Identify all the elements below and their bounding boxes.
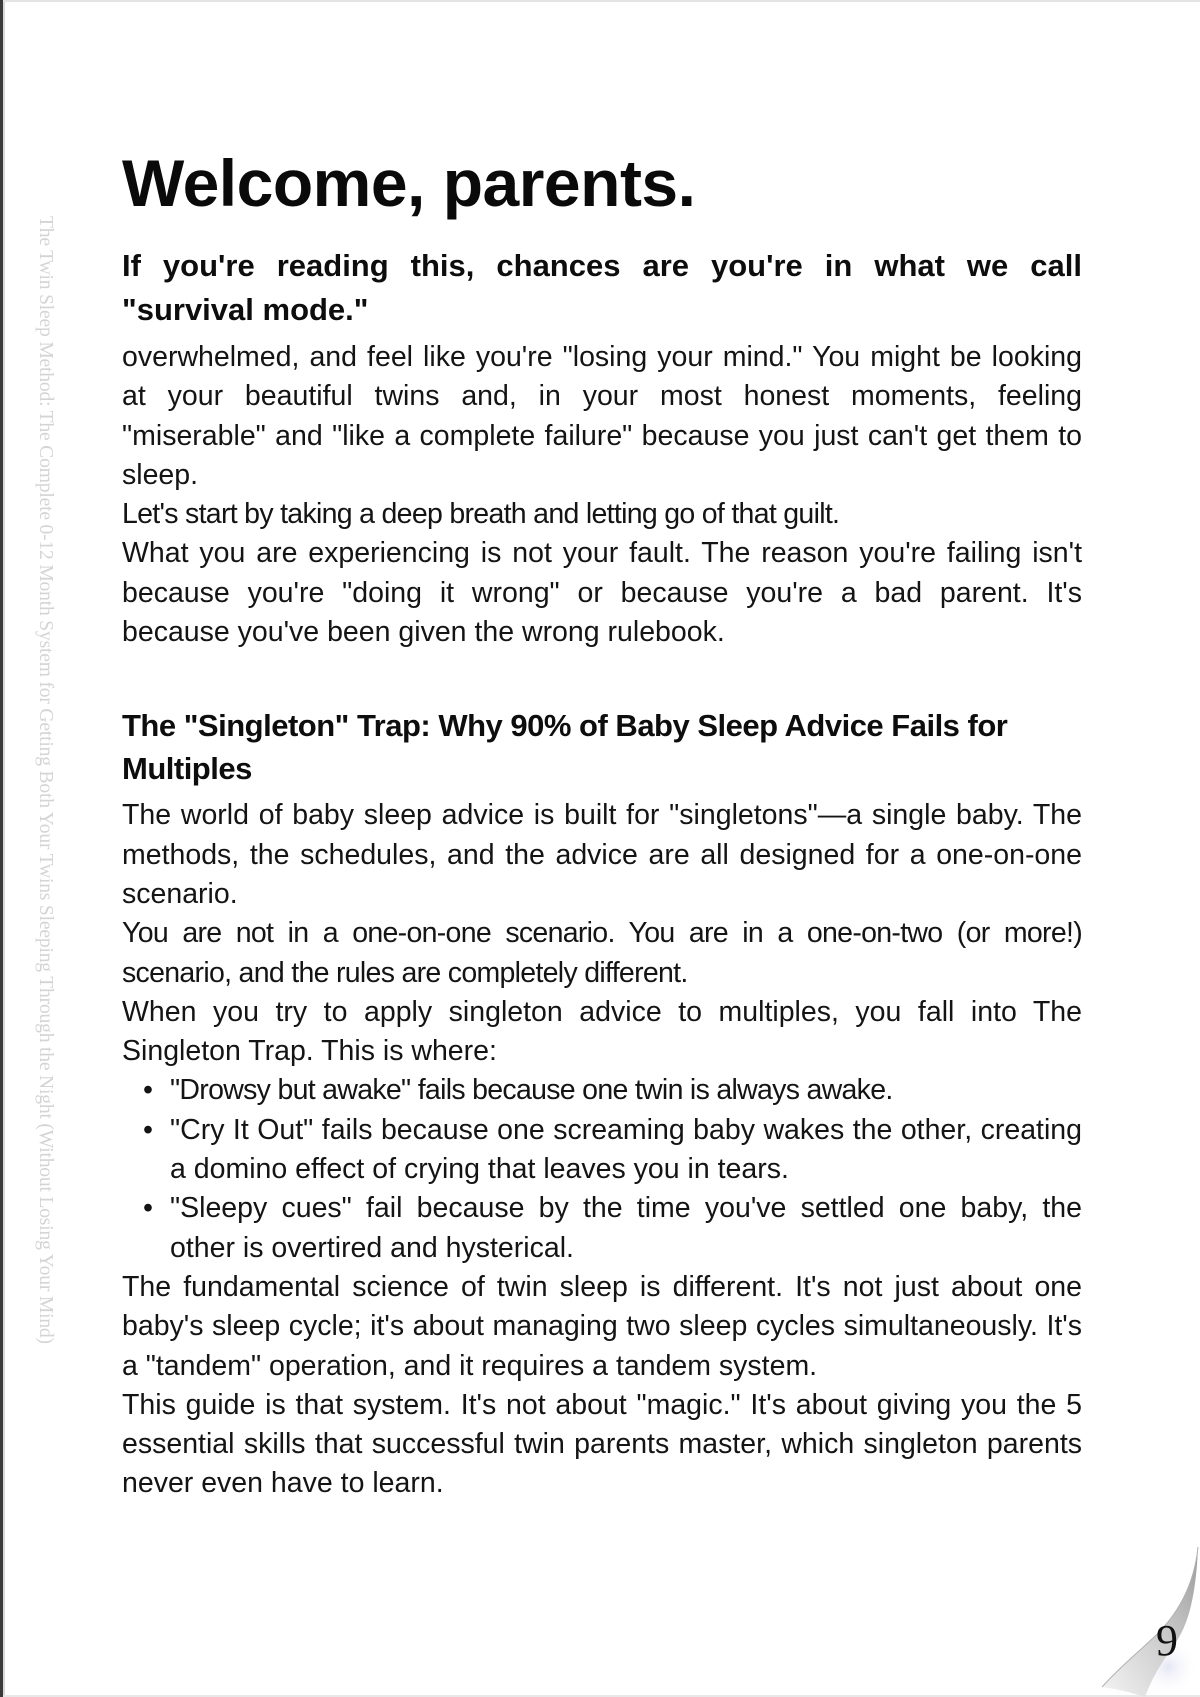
intro-paragraph: overwhelmed, and feel like you're "losing your mind." You might be looking at your beautiful twins and, in your most honest moments, feeling "miserable" and "like a complete failure" because you just can't get them to sleep. [122, 341, 1082, 491]
body-paragraph: When you try to apply singleton advice to multiples, you fall into The Singleton Trap. This is where: [122, 995, 1082, 1068]
page-content [122, 140, 1082, 1504]
running-book-title: The Twin Sleep Method: The Complete 0-12 Month System for Getting Both Your Twins Sleeping Through the Night (Without Losing Your Mind) [35, 216, 56, 1344]
intro-paragraph: What you are experiencing is not your fault. The reason you're failing isn't because you're "doing it wrong" or because you're a bad parent. It's because you've been given the wrong rulebook. [122, 537, 1082, 649]
section-heading-singleton-trap: The "Singleton" Trap: Why 90% of Baby Sleep Advice Fails for Multiples [122, 708, 1008, 787]
list-item-text: "Sleepy cues" fail because by the time you've settled one baby, the other is overtired and hysterical. [170, 1192, 1082, 1264]
bullet-icon: • [143, 1113, 153, 1146]
page-curl-corner[interactable] [1090, 1547, 1200, 1697]
list-item [143, 1189, 1082, 1268]
body-paragraph: The fundamental science of twin sleep is different. It's not just about one baby's sleep cycle; it's about managing two sleep cycles simultaneously. It's a "tandem" operation, and it requires a tandem system. [122, 1270, 1082, 1382]
body-paragraph: This guide is that system. It's not about "magic." It's about giving you the 5 essential skills that successful twin parents master, which singleton parents never even have to learn. [122, 1388, 1082, 1500]
bullet-icon: • [143, 1074, 153, 1107]
bullet-icon: • [143, 1192, 153, 1225]
list-item [143, 1071, 1082, 1110]
page-top-border [3, 0, 1200, 2]
singleton-trap-list [122, 1071, 1082, 1267]
page-title: Welcome, parents. [122, 146, 696, 220]
list-item [143, 1111, 1082, 1190]
intro-subheading: If you're reading this, chances are you're in what we call "survival mode." [122, 248, 1082, 327]
list-item-text: "Cry It Out" fails because one screaming baby wakes the other, creating a domino effect of crying that leaves you in tears. [170, 1113, 1082, 1186]
list-item-text: "Drowsy but awake" fails because one twin is always awake. [170, 1074, 893, 1107]
page-number: 9 [1156, 1616, 1178, 1665]
body-paragraph: You are not in a one-on-one scenario. You are in a one-on-two (or more!) scenario, and the rules are completely different. [122, 917, 1082, 989]
intro-paragraph: Let's start by taking a deep breath and letting go of that guilt. [122, 498, 840, 531]
body-paragraph: The world of baby sleep advice is built for "singletons"—a single baby. The methods, the schedules, and the advice are all designed for a one-on-one scenario. [122, 799, 1082, 910]
page-left-border-shade [3, 0, 5, 1697]
